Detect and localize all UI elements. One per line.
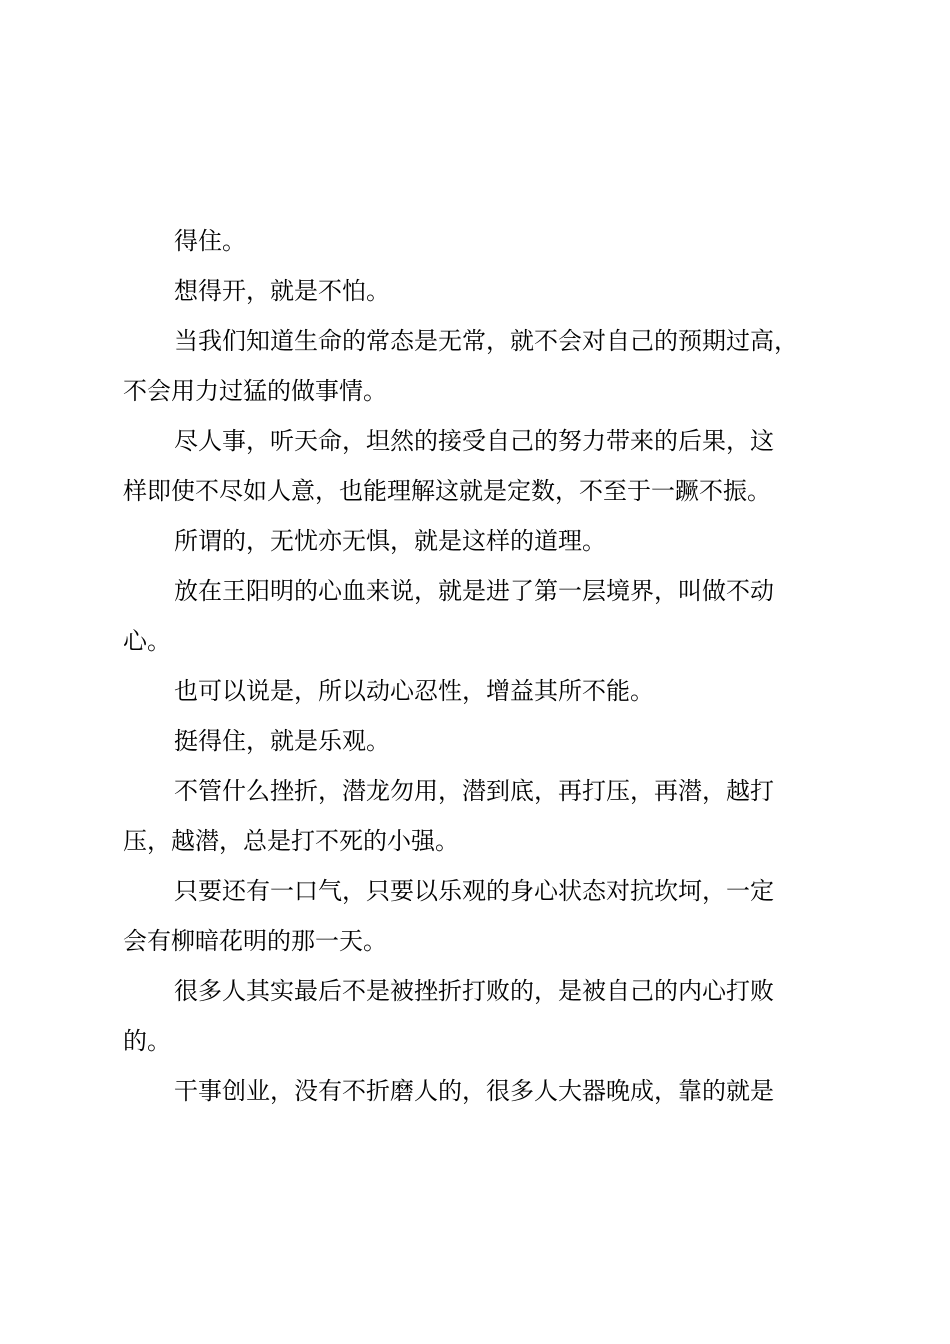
text-line-10: 也可以说是，所以动心忍性，增益其所不能。 — [174, 677, 654, 705]
text-line-12: 不管什么挫折，潜龙勿用，潜到底，再打压，再潜，越打 — [174, 777, 774, 805]
text-line-9: 心。 — [123, 627, 171, 655]
text-line-13: 压，越潜，总是打不死的小强。 — [123, 827, 459, 855]
text-line-3: 当我们知道生命的常态是无常，就不会对自己的预期过高， — [174, 327, 798, 355]
text-line-6: 样即使不尽如人意，也能理解这就是定数，不至于一蹶不振。 — [123, 477, 771, 505]
text-line-5: 尽人事，听天命，坦然的接受自己的努力带来的后果，这 — [174, 427, 774, 455]
text-line-4: 不会用力过猛的做事情。 — [123, 377, 387, 405]
text-line-14: 只要还有一口气，只要以乐观的身心状态对抗坎坷，一定 — [174, 877, 774, 905]
text-line-11: 挺得住，就是乐观。 — [174, 727, 390, 755]
text-line-1: 得住。 — [174, 227, 246, 255]
text-line-2: 想得开，就是不怕。 — [174, 277, 390, 305]
text-line-17: 的。 — [123, 1027, 171, 1055]
text-line-7: 所谓的，无忧亦无惧，就是这样的道理。 — [174, 527, 606, 555]
text-line-16: 很多人其实最后不是被挫折打败的，是被自己的内心打败 — [174, 977, 774, 1005]
text-line-8: 放在王阳明的心血来说，就是进了第一层境界，叫做不动 — [174, 577, 774, 605]
text-line-18: 干事创业，没有不折磨人的，很多人大器晚成，靠的就是 — [174, 1077, 774, 1105]
text-line-15: 会有柳暗花明的那一天。 — [123, 927, 387, 955]
